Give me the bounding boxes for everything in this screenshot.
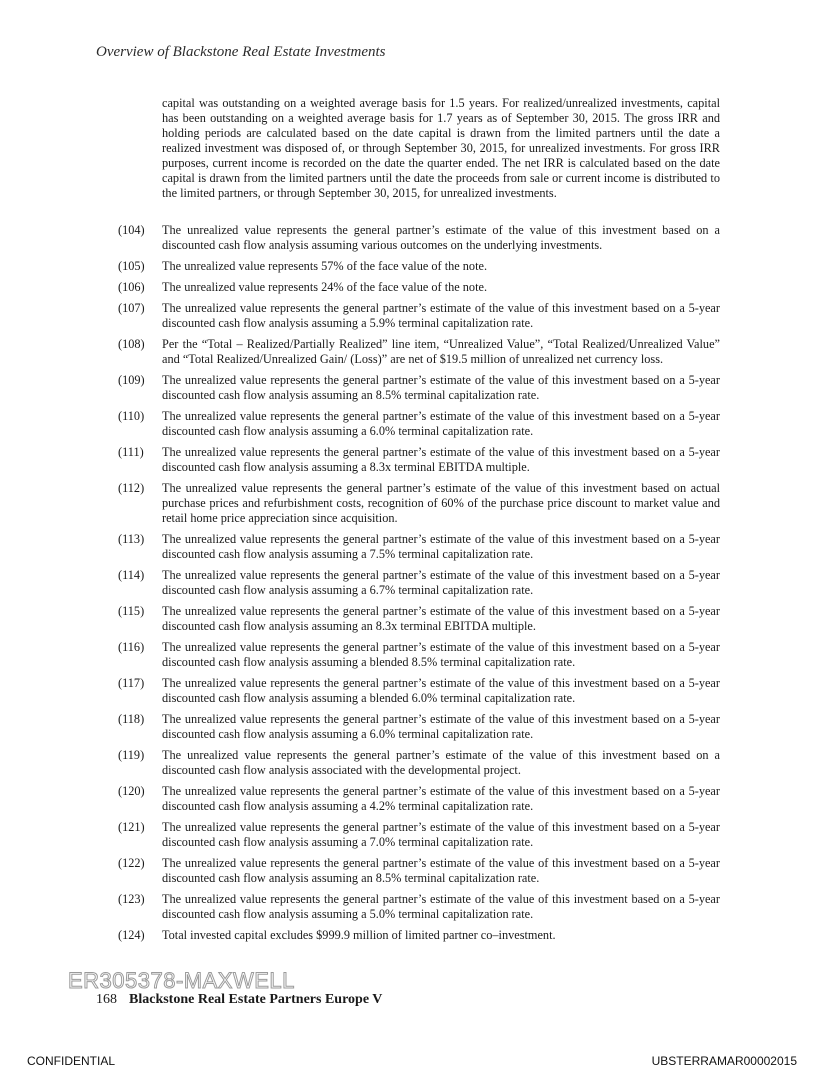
footnote-text: The unrealized value represents the general partner’s estimate of the value of this investment based on a 5-year discounted cash flow analysis assuming a 8.3x terminal EBITDA multiple.	[162, 445, 720, 474]
footnote-text: The unrealized value represents the general partner’s estimate of the value of this investment based on a 5-year discounted cash flow analysis assuming a 6.0% terminal capitalization rate.	[162, 409, 720, 438]
footnote-number: (121)	[118, 820, 145, 834]
footnote-text: The unrealized value represents the general partner’s estimate of the value of this investment based on a discounted cash flow analysis associated with the developmental project.	[162, 748, 720, 777]
footnote-number: (104)	[118, 223, 145, 237]
footnote-text: The unrealized value represents the general partner’s estimate of the value of this investment based on a 5-year discounted cash flow analysis assuming a 6.0% terminal capitalization rate.	[162, 712, 720, 741]
bates-number: UBSTERRAMAR00002015	[651, 1054, 797, 1068]
footnote-text: The unrealized value represents the general partner’s estimate of the value of this investment based on a 5-year discounted cash flow analysis assuming a blended 6.0% terminal capitalization rate.	[162, 676, 720, 705]
footnote-list	[118, 223, 720, 949]
confidential-label: CONFIDENTIAL	[27, 1054, 116, 1068]
footnote-item	[118, 676, 720, 706]
footnote-item	[118, 640, 720, 670]
footnote-item	[118, 568, 720, 598]
running-header: Overview of Blackstone Real Estate Investments	[96, 44, 386, 60]
footnote-number: (105)	[118, 259, 145, 273]
footnote-item	[118, 712, 720, 742]
footnote-item	[118, 928, 720, 943]
page-footer	[96, 992, 382, 1008]
footnote-item	[118, 373, 720, 403]
footnote-number: (106)	[118, 280, 145, 294]
footnote-text: The unrealized value represents the general partner’s estimate of the value of this investment based on a 5-year discounted cash flow analysis assuming a 6.7% terminal capitalization rate.	[162, 568, 720, 597]
footnote-number: (108)	[118, 337, 145, 351]
footnote-text: The unrealized value represents the general partner’s estimate of the value of this investment based on a 5-year discounted cash flow analysis assuming a 5.0% terminal capitalization rate.	[162, 892, 720, 921]
footnote-item	[118, 820, 720, 850]
footnote-text: The unrealized value represents the general partner’s estimate of the value of this investment based on a 5-year discounted cash flow analysis assuming a blended 8.5% terminal capitalization rate.	[162, 640, 720, 669]
footnote-number: (119)	[118, 748, 145, 762]
footnote-number: (118)	[118, 712, 145, 726]
footer-title: Blackstone Real Estate Partners Europe V	[129, 992, 383, 1007]
footnote-item	[118, 223, 720, 253]
footnote-number: (109)	[118, 373, 145, 387]
footnote-text: The unrealized value represents 24% of the face value of the note.	[162, 280, 488, 294]
footnote-item	[118, 259, 720, 274]
footnote-text: The unrealized value represents the general partner’s estimate of the value of this investment based on a discounted cash flow analysis assuming various outcomes on the underlying investments.	[162, 223, 720, 252]
footnote-number: (122)	[118, 856, 145, 870]
footnote-number: (115)	[118, 604, 145, 618]
footnote-number: (120)	[118, 784, 145, 798]
footnote-text: The unrealized value represents the general partner’s estimate of the value of this investment based on actual purchase prices and refurbishment costs, recognition of 60% of the purchase price discount to market value and retail home price appreciation since acquisition.	[162, 481, 720, 525]
footnote-number: (111)	[118, 445, 144, 459]
footnote-number: (112)	[118, 481, 145, 495]
footnote-item	[118, 856, 720, 886]
footnote-number: (124)	[118, 928, 145, 942]
continued-footnote-paragraph: capital was outstanding on a weighted average basis for 1.5 years. For realized/unrealized investments, capital has been outstanding on a weighted average basis for 1.7 years as of September 30, 2015. The gross IRR and holding periods are calculated based on the date capital is drawn from the limited partners until the date a realized investment was disposed of, or through September 30, 2015, for unrealized investments. For gross IRR purposes, current income is recorded on the date the quarter ended. The net IRR is calculated based on the date capital is drawn from the limited partners until the date the proceeds from sale or current income is distributed to the limited partners, or through September 30, 2015, for unrealized investments.	[162, 96, 720, 200]
footnote-number: (107)	[118, 301, 145, 315]
footnote-number: (110)	[118, 409, 145, 423]
footnote-number: (123)	[118, 892, 145, 906]
footnote-item	[118, 892, 720, 922]
footnote-number: (113)	[118, 532, 145, 546]
footnote-text: The unrealized value represents the general partner’s estimate of the value of this investment based on a 5-year discounted cash flow analysis assuming a 5.9% terminal capitalization rate.	[162, 301, 720, 330]
footnote-item	[118, 337, 720, 367]
exhibit-stamp: ER305378-MAXWELL	[68, 968, 295, 993]
footnote-item	[118, 748, 720, 778]
footnote-number: (114)	[118, 568, 145, 582]
footnote-number: (117)	[118, 676, 145, 690]
footnote-text: The unrealized value represents 57% of the face value of the note.	[162, 259, 488, 273]
footnote-item	[118, 445, 720, 475]
page-number: 168	[96, 992, 117, 1007]
footnote-text: The unrealized value represents the general partner’s estimate of the value of this investment based on a 5-year discounted cash flow analysis assuming an 8.5% terminal capitalization rate.	[162, 856, 720, 885]
footnote-text: The unrealized value represents the general partner’s estimate of the value of this investment based on a 5-year discounted cash flow analysis assuming a 7.0% terminal capitalization rate.	[162, 820, 720, 849]
footnote-item	[118, 301, 720, 331]
footnote-text: Total invested capital excludes $999.9 million of limited partner co–investment.	[162, 928, 556, 942]
footnote-text: The unrealized value represents the general partner’s estimate of the value of this investment based on a 5-year discounted cash flow analysis assuming a 7.5% terminal capitalization rate.	[162, 532, 720, 561]
footnote-item	[118, 409, 720, 439]
footnote-text: The unrealized value represents the general partner’s estimate of the value of this investment based on a 5-year discounted cash flow analysis assuming an 8.3x terminal EBITDA multiple.	[162, 604, 720, 633]
footnote-text: Per the “Total – Realized/Partially Realized” line item, “Unrealized Value”, “Total Realized/Unrealized Value” and “Total Realized/Unrealized Gain/ (Loss)” are net of $19.5 million of unrealized net currency loss.	[162, 337, 720, 366]
footnote-item	[118, 280, 720, 295]
footnote-text: The unrealized value represents the general partner’s estimate of the value of this investment based on a 5-year discounted cash flow analysis assuming an 8.5% terminal capitalization rate.	[162, 373, 720, 402]
footnote-item	[118, 532, 720, 562]
footnote-item	[118, 481, 720, 526]
footnote-item	[118, 784, 720, 814]
footnote-number: (116)	[118, 640, 145, 654]
footnote-item	[118, 604, 720, 634]
footnote-text: The unrealized value represents the general partner’s estimate of the value of this investment based on a 5-year discounted cash flow analysis assuming a 4.2% terminal capitalization rate.	[162, 784, 720, 813]
